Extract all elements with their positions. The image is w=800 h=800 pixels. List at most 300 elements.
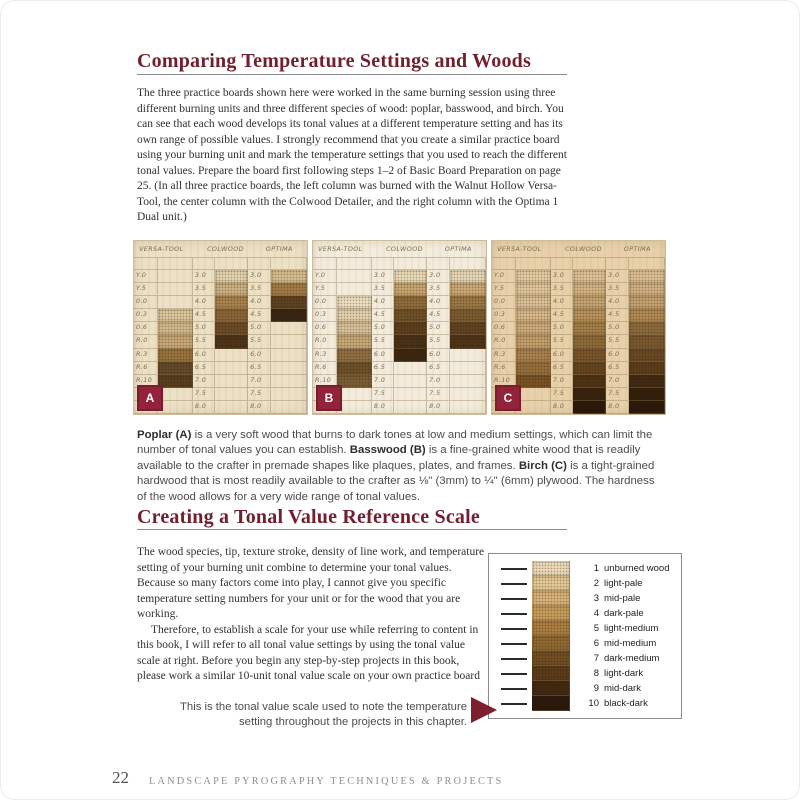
setting-label: 8.0 bbox=[608, 401, 620, 410]
board-cell bbox=[427, 335, 449, 348]
board-cell bbox=[193, 296, 215, 309]
scale-level-10 bbox=[489, 696, 681, 711]
burn-swatch bbox=[337, 296, 372, 309]
setting-label: 6.0 bbox=[250, 349, 262, 358]
board-cell bbox=[492, 362, 516, 375]
board-cell bbox=[427, 258, 449, 270]
burn-swatch bbox=[450, 309, 486, 322]
setting-label: R.3 bbox=[494, 349, 506, 358]
setting-label: R.0 bbox=[494, 336, 506, 345]
setting-label: R.10 bbox=[136, 375, 153, 384]
burn-swatch bbox=[450, 335, 486, 348]
board-cell bbox=[158, 283, 193, 296]
setting-label: 3.5 bbox=[429, 284, 441, 293]
board-cell bbox=[427, 296, 449, 309]
board-cell bbox=[158, 296, 193, 309]
board-cell bbox=[215, 401, 248, 414]
column-header-label: COLWOOD bbox=[386, 245, 423, 253]
burn-swatch bbox=[337, 375, 372, 388]
section2-body bbox=[137, 545, 485, 685]
board-cell bbox=[606, 309, 628, 322]
board-cell bbox=[372, 335, 394, 348]
section1-rule bbox=[137, 74, 567, 75]
setting-label: Y.0 bbox=[315, 271, 326, 279]
scale-level-number: 6 bbox=[593, 638, 599, 649]
board-cell bbox=[158, 401, 193, 414]
board-cell bbox=[372, 349, 394, 362]
setting-label: 0.3 bbox=[315, 310, 327, 319]
scale-level-number: 2 bbox=[593, 578, 599, 589]
book-title: LANDSCAPE PYROGRAPHY TECHNIQUES & PROJECTS bbox=[149, 776, 504, 787]
scale-level-9 bbox=[489, 681, 681, 696]
setting-label: 3.5 bbox=[373, 284, 386, 293]
boards-caption bbox=[137, 428, 655, 505]
scale-swatch bbox=[532, 606, 570, 621]
board-cell bbox=[248, 270, 270, 283]
board-cell bbox=[427, 362, 449, 375]
burn-swatch bbox=[629, 375, 665, 388]
scale-level-label: light-dark bbox=[604, 668, 644, 679]
board-cell bbox=[427, 270, 449, 283]
scale-swatch bbox=[532, 666, 570, 681]
setting-label: 4.5 bbox=[429, 310, 441, 319]
scale-level-6 bbox=[489, 636, 681, 651]
column-header-label: COLWOOD bbox=[207, 245, 244, 253]
setting-label: 6.5 bbox=[608, 362, 620, 371]
board-cell bbox=[372, 258, 394, 270]
tick-dash-icon bbox=[501, 628, 527, 630]
burn-swatch bbox=[629, 362, 665, 375]
scale-level-label: mid-dark bbox=[604, 683, 641, 694]
setting-label: 5.5 bbox=[429, 336, 441, 345]
board-cell bbox=[248, 258, 270, 270]
board-cell bbox=[450, 362, 486, 375]
setting-label: 3.0 bbox=[552, 271, 565, 279]
setting-label: Y.5 bbox=[494, 284, 505, 293]
board-cell bbox=[372, 375, 394, 388]
burn-swatch bbox=[573, 388, 606, 401]
board-cell bbox=[271, 375, 307, 388]
board-cell bbox=[492, 296, 516, 309]
scale-level-3 bbox=[489, 591, 681, 606]
caption-segment: Basswood (B) bbox=[349, 444, 426, 457]
board-cell bbox=[551, 362, 573, 375]
board-cell bbox=[193, 322, 215, 335]
burn-swatch bbox=[516, 362, 551, 375]
burn-swatch bbox=[215, 309, 248, 322]
setting-label: 4.5 bbox=[373, 310, 386, 319]
burn-swatch bbox=[271, 270, 307, 283]
burn-swatch bbox=[337, 362, 372, 375]
burn-swatch bbox=[337, 322, 372, 335]
setting-label: 6.5 bbox=[194, 362, 207, 371]
setting-label: 7.0 bbox=[373, 375, 386, 384]
burn-swatch bbox=[450, 270, 486, 283]
board-column-headers bbox=[492, 241, 665, 258]
board-cell bbox=[492, 283, 516, 296]
board-cell bbox=[313, 296, 337, 309]
burn-swatch bbox=[573, 375, 606, 388]
section1-body: The three practice boards shown here were worked in the same burning session using three different burning units and three different species of wood: poplar, basswood, and birch. You can see that each wood develops its tonal values at a different temperature setting and has its own range of possible values. I strongly recommend that you create a similar practice board using your burning unit and mark the temperature settings that you used to reach the different tonal values. Prepare the board first following steps 1–2 of Basic Board Preparation on page 25. (In all three practice boards, the left column was burned with the Walnut Hollow Versa-Tool, the center column with the Colwood Detailer, and the right column with the Optima 1 Dual unit.) bbox=[137, 87, 567, 223]
setting-label: 7.5 bbox=[552, 388, 565, 397]
setting-label: 6.0 bbox=[552, 349, 565, 358]
board-cell bbox=[372, 309, 394, 322]
board-cell bbox=[193, 258, 215, 270]
page-number: 22 bbox=[112, 768, 129, 787]
setting-label: 8.0 bbox=[194, 401, 207, 410]
scale-swatch bbox=[532, 576, 570, 591]
setting-label: 6.5 bbox=[250, 362, 262, 371]
board-cell bbox=[551, 309, 573, 322]
setting-label: 5.0 bbox=[608, 323, 620, 332]
setting-label: 0.6 bbox=[315, 323, 327, 332]
board-cell bbox=[492, 335, 516, 348]
burn-swatch bbox=[215, 283, 248, 296]
burn-swatch bbox=[450, 283, 486, 296]
column-header-label: VERSA-TOOL bbox=[497, 245, 542, 253]
board-cell bbox=[427, 309, 449, 322]
board-cell bbox=[427, 283, 449, 296]
burn-swatch bbox=[215, 270, 248, 283]
burn-swatch bbox=[629, 322, 665, 335]
board-cell bbox=[193, 388, 215, 401]
board-cell bbox=[551, 375, 573, 388]
board-badge-B: B bbox=[316, 385, 342, 411]
burn-swatch bbox=[337, 349, 372, 362]
board-cell bbox=[134, 283, 158, 296]
burn-swatch bbox=[271, 296, 307, 309]
setting-label: 5.5 bbox=[373, 336, 386, 345]
setting-label: R.3 bbox=[315, 349, 327, 358]
board-cell bbox=[450, 349, 486, 362]
setting-label: 3.0 bbox=[194, 271, 207, 279]
setting-label: Y.0 bbox=[494, 271, 505, 279]
setting-label: 0.0 bbox=[136, 297, 148, 306]
scale-swatch bbox=[532, 651, 570, 666]
caption-segment: Birch (C) bbox=[518, 459, 567, 472]
column-header-label: OPTIMA bbox=[623, 245, 651, 253]
board-cell bbox=[313, 270, 337, 283]
board-cell bbox=[516, 258, 551, 270]
scale-swatch bbox=[532, 561, 570, 576]
scale-swatch bbox=[532, 621, 570, 636]
scale-level-number: 3 bbox=[593, 593, 599, 604]
tick-dash-icon bbox=[501, 673, 527, 675]
setting-label: 0.0 bbox=[494, 297, 506, 306]
section2-title: Creating a Tonal Value Reference Scale bbox=[137, 506, 480, 528]
burn-swatch bbox=[629, 270, 665, 283]
board-cell bbox=[394, 375, 427, 388]
burn-swatch bbox=[516, 309, 551, 322]
setting-label: 5.5 bbox=[194, 336, 207, 345]
burn-swatch bbox=[158, 349, 193, 362]
setting-label: 5.0 bbox=[429, 323, 441, 332]
board-cell bbox=[337, 401, 372, 414]
board-cell bbox=[606, 296, 628, 309]
board-cell bbox=[248, 401, 270, 414]
setting-label: 8.0 bbox=[552, 401, 565, 410]
tick-dash-icon bbox=[501, 703, 527, 705]
board-cell bbox=[271, 349, 307, 362]
caption-segment: is a very soft wood that burns to dark tones at low and medium settings, which can limit the number of tonal values you can establish. bbox=[137, 429, 653, 457]
board-cell bbox=[606, 349, 628, 362]
board-cell bbox=[193, 349, 215, 362]
setting-label: 0.3 bbox=[136, 310, 148, 319]
board-cell bbox=[492, 270, 516, 283]
board-cell bbox=[215, 388, 248, 401]
scale-level-label: mid-pale bbox=[604, 593, 641, 604]
scale-level-number: 8 bbox=[593, 668, 599, 679]
board-cell bbox=[427, 322, 449, 335]
board-cell bbox=[606, 270, 628, 283]
setting-label: R.6 bbox=[315, 362, 327, 371]
board-cell bbox=[372, 388, 394, 401]
tick-dash-icon bbox=[501, 583, 527, 585]
setting-label: 7.0 bbox=[608, 375, 620, 384]
scale-level-2 bbox=[489, 576, 681, 591]
setting-label: 4.5 bbox=[552, 310, 565, 319]
board-cell bbox=[492, 322, 516, 335]
board-cell bbox=[606, 335, 628, 348]
setting-label: 3.5 bbox=[194, 284, 207, 293]
setting-label: 7.5 bbox=[429, 388, 441, 397]
burn-swatch bbox=[629, 388, 665, 401]
board-column-headers bbox=[313, 241, 486, 258]
board-cell bbox=[193, 283, 215, 296]
burn-swatch bbox=[271, 283, 307, 296]
board-cell bbox=[450, 258, 486, 270]
board-cell bbox=[313, 283, 337, 296]
setting-label: 6.0 bbox=[608, 349, 620, 358]
practice-board-C bbox=[491, 240, 666, 415]
burn-swatch bbox=[394, 283, 427, 296]
board-cell bbox=[551, 335, 573, 348]
board-cell bbox=[372, 283, 394, 296]
setting-label: 8.0 bbox=[250, 401, 262, 410]
practice-boards bbox=[133, 240, 666, 415]
setting-label: 3.0 bbox=[608, 271, 620, 279]
board-cell bbox=[193, 270, 215, 283]
practice-board-B bbox=[312, 240, 487, 415]
setting-label: 7.0 bbox=[552, 375, 565, 384]
setting-label: 6.5 bbox=[552, 362, 565, 371]
burn-swatch bbox=[215, 322, 248, 335]
tick-dash-icon bbox=[501, 643, 527, 645]
board-cell bbox=[158, 388, 193, 401]
scale-level-number: 1 bbox=[593, 563, 599, 574]
scale-level-number: 5 bbox=[593, 623, 599, 634]
scale-caption: This is the tonal value scale used to note the temperature setting throughout the projects in this chapter. bbox=[180, 701, 467, 728]
board-cell bbox=[606, 375, 628, 388]
section1-title: Comparing Temperature Settings and Woods bbox=[137, 50, 531, 72]
board-cell bbox=[606, 362, 628, 375]
column-header-label: COLWOOD bbox=[565, 245, 602, 253]
tick-dash-icon bbox=[501, 598, 527, 600]
setting-label: Y.0 bbox=[136, 271, 147, 279]
setting-label: 5.5 bbox=[552, 336, 565, 345]
burn-swatch bbox=[516, 296, 551, 309]
setting-label: Y.5 bbox=[315, 284, 326, 293]
board-cell bbox=[193, 335, 215, 348]
burn-swatch bbox=[516, 283, 551, 296]
board-cell bbox=[271, 335, 307, 348]
caption-segment: Poplar (A) bbox=[137, 429, 192, 441]
burn-swatch bbox=[450, 322, 486, 335]
burn-swatch bbox=[158, 309, 193, 322]
board-cell bbox=[134, 270, 158, 283]
board-cell bbox=[248, 335, 270, 348]
scale-level-label: light-pale bbox=[604, 578, 643, 589]
board-cell bbox=[215, 349, 248, 362]
scale-level-label: unburned wood bbox=[604, 563, 670, 574]
board-cell bbox=[337, 283, 372, 296]
board-cell bbox=[551, 296, 573, 309]
column-header-label: OPTIMA bbox=[444, 245, 472, 253]
board-cell bbox=[551, 401, 573, 414]
scale-level-4 bbox=[489, 606, 681, 621]
board-cell bbox=[516, 388, 551, 401]
tick-dash-icon bbox=[501, 613, 527, 615]
board-cell bbox=[551, 322, 573, 335]
board-cell bbox=[248, 283, 270, 296]
board-cell bbox=[629, 258, 665, 270]
setting-label: 0.6 bbox=[494, 323, 506, 332]
board-cell bbox=[134, 349, 158, 362]
burn-swatch bbox=[158, 375, 193, 388]
setting-label: R.6 bbox=[494, 362, 506, 371]
setting-label: 3.0 bbox=[429, 271, 441, 279]
scale-level-label: dark-medium bbox=[604, 653, 660, 664]
board-cell bbox=[271, 362, 307, 375]
setting-label: 7.0 bbox=[429, 375, 441, 384]
setting-label: 7.5 bbox=[373, 388, 386, 397]
scale-level-number: 10 bbox=[588, 698, 599, 709]
scale-level-number: 7 bbox=[593, 653, 599, 664]
setting-label: 4.5 bbox=[250, 310, 262, 319]
burn-swatch bbox=[629, 349, 665, 362]
board-cell bbox=[492, 309, 516, 322]
burn-swatch bbox=[215, 296, 248, 309]
setting-label: 4.0 bbox=[250, 297, 262, 306]
board-badge-C: C bbox=[495, 385, 521, 411]
burn-swatch bbox=[394, 296, 427, 309]
board-cell bbox=[248, 388, 270, 401]
setting-label: Y.5 bbox=[136, 284, 147, 293]
burn-swatch bbox=[158, 362, 193, 375]
paragraph: The wood species, tip, texture stroke, density of line work, and temperature setting of your burning unit combine to determine your tonal values. Because so many factors come into play, I cannot give you specific temperature setting numbers for your unit or for the wood that you are working. bbox=[137, 546, 485, 620]
setting-label: 7.0 bbox=[250, 375, 262, 384]
burn-swatch bbox=[629, 283, 665, 296]
burn-swatch bbox=[394, 349, 427, 362]
board-cell bbox=[248, 322, 270, 335]
burn-swatch bbox=[573, 322, 606, 335]
setting-label: R.0 bbox=[136, 336, 148, 345]
board-cell bbox=[134, 258, 158, 270]
board-cell bbox=[193, 401, 215, 414]
board-cell bbox=[551, 349, 573, 362]
board-cell bbox=[551, 388, 573, 401]
setting-label: 3.0 bbox=[250, 271, 262, 279]
board-cell bbox=[313, 309, 337, 322]
setting-label: R.3 bbox=[136, 349, 148, 358]
board-cell bbox=[394, 401, 427, 414]
board-cell bbox=[372, 401, 394, 414]
board-cell bbox=[313, 362, 337, 375]
board-cell bbox=[158, 258, 193, 270]
board-cell bbox=[248, 375, 270, 388]
paragraph: Therefore, to establish a scale for your use while referring to content in this book, I will refer to all tonal value settings by using the tonal value scale at right. Before you begin any step-by-step projects in this book, please work a similar 10-unit tonal value scale on your own practice board bbox=[137, 623, 480, 682]
board-cell bbox=[551, 258, 573, 270]
scale-level-7 bbox=[489, 651, 681, 666]
setting-label: 4.0 bbox=[373, 297, 386, 306]
setting-label: R.6 bbox=[136, 362, 148, 371]
scale-level-8 bbox=[489, 666, 681, 681]
board-cell bbox=[606, 283, 628, 296]
board-cell bbox=[427, 349, 449, 362]
setting-label: 5.0 bbox=[373, 323, 386, 332]
burn-swatch bbox=[215, 335, 248, 348]
setting-label: 7.5 bbox=[194, 388, 207, 397]
board-cell bbox=[492, 349, 516, 362]
caption-segment: is a tight-grained hardwood that is most readily available to the crafter as ⅛" (3mm) to ¼" (6mm) plywood. The hardness of the wood allows for a very wide range of tonal values. bbox=[137, 459, 655, 503]
setting-label: 6.0 bbox=[194, 349, 207, 358]
burn-swatch bbox=[337, 335, 372, 348]
board-cell bbox=[134, 335, 158, 348]
board-cell bbox=[134, 362, 158, 375]
setting-label: 3.5 bbox=[250, 284, 262, 293]
scale-level-number: 4 bbox=[593, 608, 599, 619]
board-cell bbox=[427, 401, 449, 414]
board-cell bbox=[450, 401, 486, 414]
burn-swatch bbox=[516, 349, 551, 362]
setting-label: 0.0 bbox=[315, 297, 327, 306]
column-header-label: VERSA-TOOL bbox=[318, 245, 363, 253]
setting-label: 5.5 bbox=[250, 336, 262, 345]
board-cell bbox=[134, 322, 158, 335]
board-cell bbox=[394, 258, 427, 270]
column-header-label: VERSA-TOOL bbox=[139, 245, 184, 253]
setting-label: 8.0 bbox=[373, 401, 386, 410]
burn-swatch bbox=[573, 296, 606, 309]
burn-swatch bbox=[629, 401, 665, 414]
burn-swatch bbox=[573, 270, 606, 283]
setting-label: R.10 bbox=[315, 375, 332, 384]
setting-label: 6.0 bbox=[429, 349, 441, 358]
setting-label: 7.5 bbox=[608, 388, 620, 397]
burn-swatch bbox=[629, 309, 665, 322]
board-cell bbox=[248, 362, 270, 375]
scale-level-label: black-dark bbox=[604, 698, 648, 709]
scale-level-5 bbox=[489, 621, 681, 636]
scale-swatch bbox=[532, 636, 570, 651]
board-cell bbox=[215, 375, 248, 388]
scale-swatch bbox=[532, 591, 570, 606]
burn-swatch bbox=[516, 322, 551, 335]
scale-level-label: light-medium bbox=[604, 623, 659, 634]
board-cell bbox=[271, 322, 307, 335]
burn-swatch bbox=[394, 322, 427, 335]
column-header-label: OPTIMA bbox=[265, 245, 293, 253]
board-cell bbox=[573, 258, 606, 270]
board-cell bbox=[492, 258, 516, 270]
practice-board-A bbox=[133, 240, 308, 415]
burn-swatch bbox=[394, 335, 427, 348]
board-cell bbox=[271, 401, 307, 414]
board-cell bbox=[606, 401, 628, 414]
board-cell bbox=[551, 283, 573, 296]
setting-label: 4.5 bbox=[608, 310, 620, 319]
burn-swatch bbox=[573, 335, 606, 348]
